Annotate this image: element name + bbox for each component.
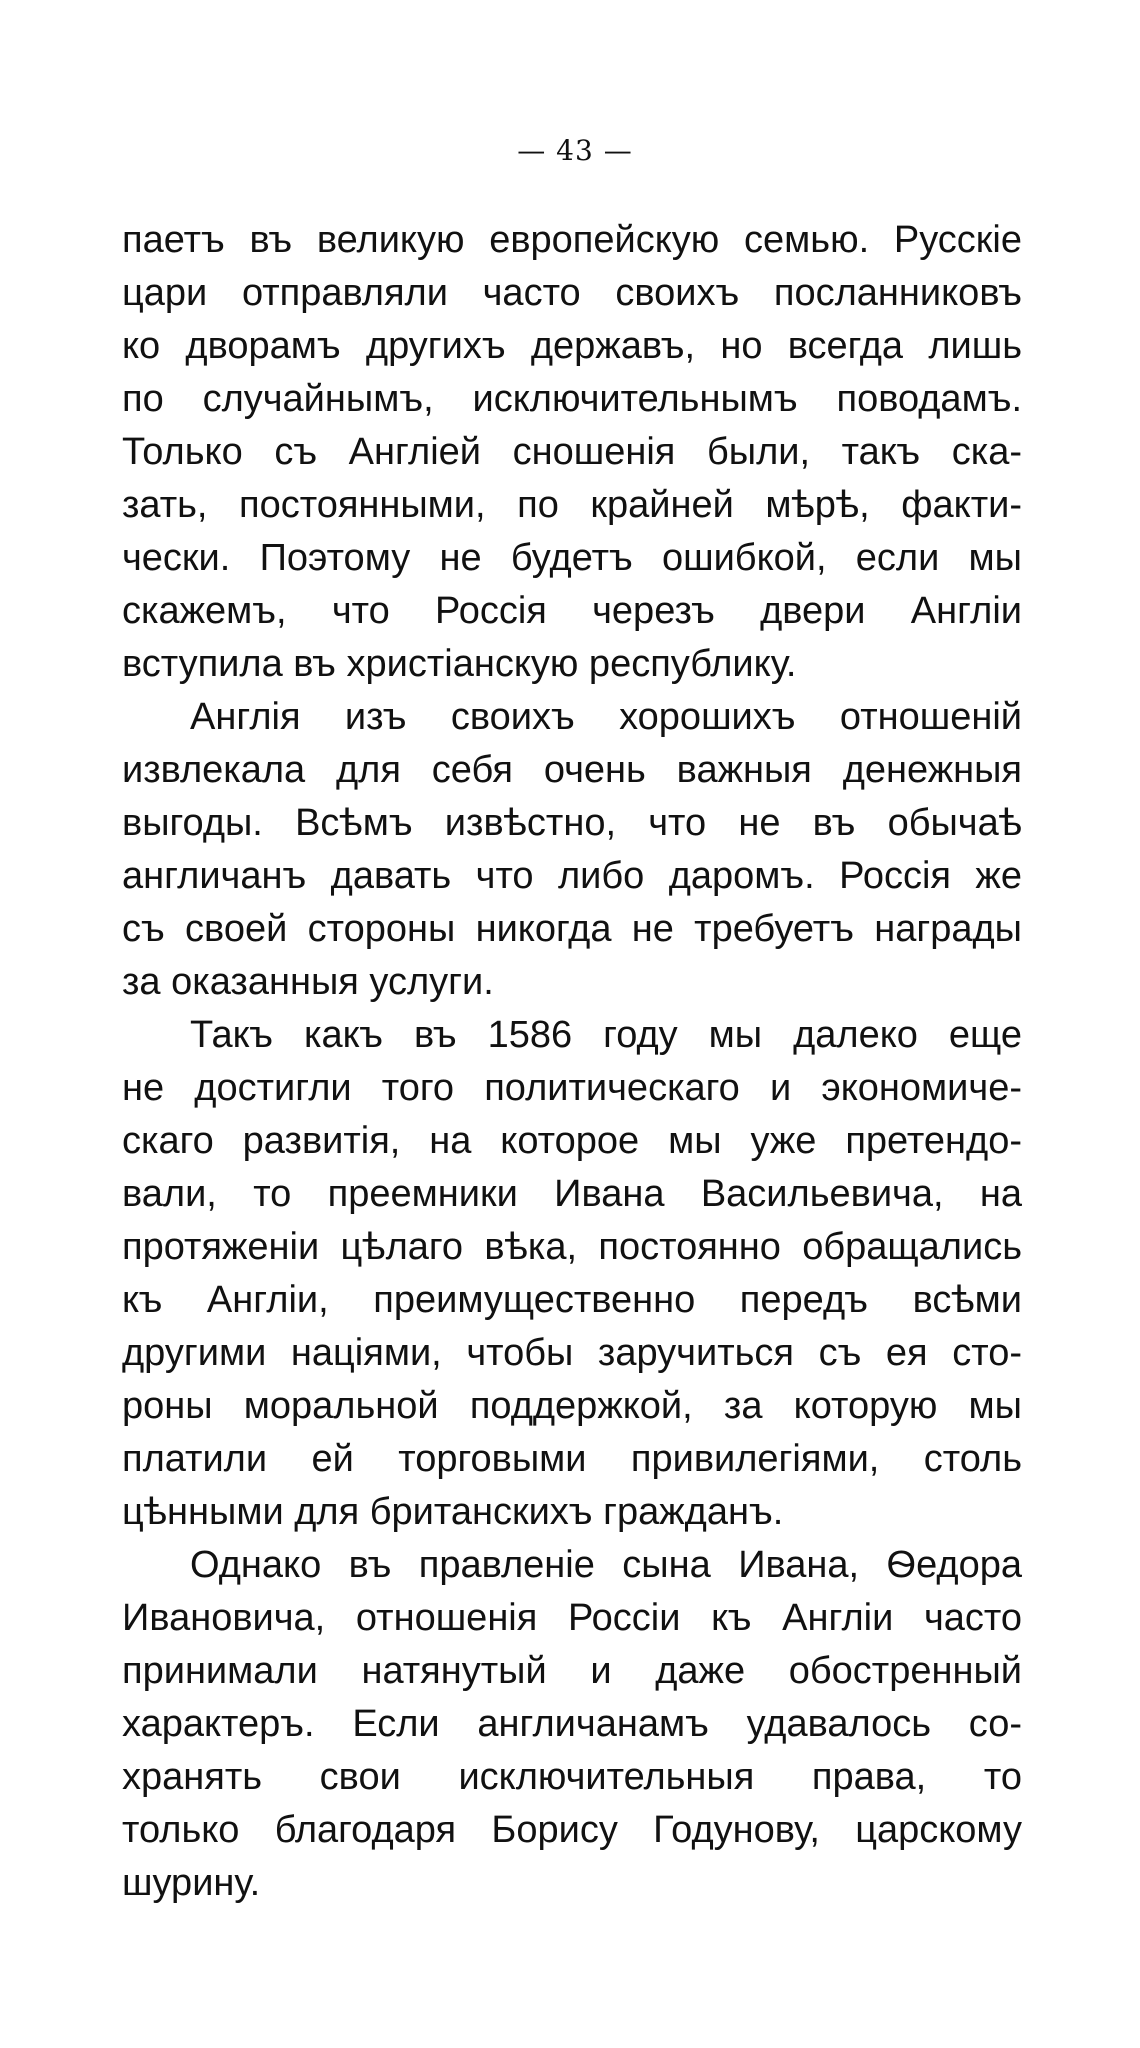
text-line: принимали натянутый и даже обостренный <box>122 1650 1022 1692</box>
text-line: зать, постоянными, по крайней мѣрѣ, факти- <box>122 484 1022 526</box>
text-line: вступила въ христіанскую республику. <box>122 643 797 685</box>
text-line: цари отправляли часто своихъ посланниковъ <box>122 272 1022 314</box>
text-line: скаго развитія, на которое мы уже претендо- <box>122 1120 1022 1162</box>
text-line: платили ей торговыми привилегіями, столь <box>122 1438 1022 1480</box>
text-line: выгоды. Всѣмъ извѣстно, что не въ обычаѣ <box>122 802 1022 844</box>
text-line: Англія изъ своихъ хорошихъ отношеній <box>190 696 1022 738</box>
text-line: Такъ какъ въ 1586 году мы далеко еще <box>190 1014 1022 1056</box>
text-line: къ Англіи, преимущественно передъ всѣми <box>122 1279 1022 1321</box>
text-line: цѣнными для британскихъ гражданъ. <box>122 1491 784 1533</box>
text-line: съ своей стороны никогда не требуетъ награды <box>122 908 1022 950</box>
text-line: Однако въ правленіе сына Ивана, Ѳедора <box>190 1544 1022 1586</box>
text-line: извлекала для себя очень важныя денежныя <box>122 749 1022 791</box>
text-line: паетъ въ великую европейскую семью. Русскіе <box>122 219 1022 261</box>
text-line: за оказанныя услуги. <box>122 961 494 1003</box>
text-line: только благодаря Борису Годунову, царскому <box>122 1809 1022 1851</box>
text-line: англичанъ давать что либо даромъ. Россія же <box>122 855 1022 897</box>
text-line: ко дворамъ другихъ державъ, но всегда лишь <box>122 325 1022 367</box>
page-number: — 43 — <box>517 134 633 167</box>
text-line: характеръ. Если англичанамъ удавалось со- <box>122 1703 1022 1745</box>
text-line: Только съ Англіей сношенія были, такъ ска- <box>122 431 1022 473</box>
body-text <box>122 214 1022 1910</box>
text-line: чески. Поэтому не будетъ ошибкой, если мы <box>122 537 1022 579</box>
text-line: хранять свои исключительныя права, то <box>122 1756 1022 1798</box>
text-line: скажемъ, что Россія черезъ двери Англіи <box>122 590 1022 632</box>
text-line: шурину. <box>122 1862 261 1904</box>
text-line: вали, то преемники Ивана Васильевича, на <box>122 1173 1022 1215</box>
text-line: другими націями, чтобы заручиться съ ея сто- <box>122 1332 1022 1374</box>
text-line: не достигли того политическаго и экономиче- <box>122 1067 1022 1109</box>
text-line: протяженіи цѣлаго вѣка, постоянно обращались <box>122 1226 1022 1268</box>
text-line: роны моральной поддержкой, за которую мы <box>122 1385 1022 1427</box>
text-line: Ивановича, отношенія Россіи къ Англіи часто <box>122 1597 1022 1639</box>
text-line: по случайнымъ, исключительнымъ поводамъ. <box>122 378 1022 420</box>
